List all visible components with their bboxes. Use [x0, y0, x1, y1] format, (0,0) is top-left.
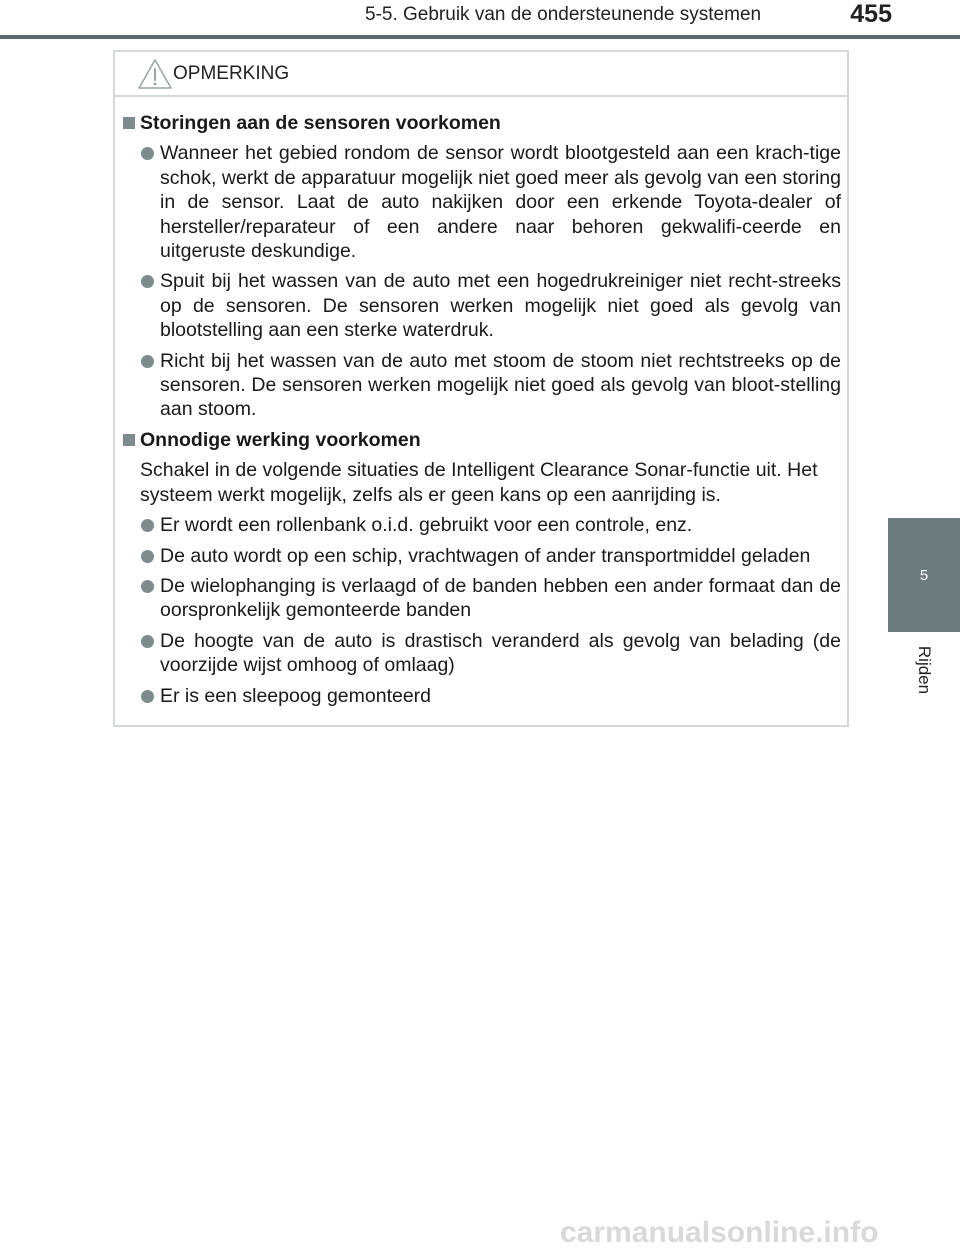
section-heading — [123, 428, 841, 452]
round-bullet-icon — [141, 635, 154, 648]
section-intro: Schakel in de volgende situaties de Intelligent Clearance Sonar-functie uit. Het systeem werkt mogelijk, zelfs als er geen kans op een aanrijding is. — [140, 459, 818, 506]
list-item-text: Richt bij het wassen van de auto met stoom de stoom niet rechtstreeks op de sensoren. De sensoren werken mogelijk niet goed als gevolg van bloot-stelling aan stoom. — [160, 349, 841, 421]
list-item-text: De hoogte van de auto is drastisch veranderd als gevolg van belading (de voorzijde wijst omhoog of omlaag) — [160, 629, 841, 677]
chapter-tab-label-area — [888, 632, 960, 712]
watermark: carmanualsonline.info — [560, 1216, 879, 1249]
round-bullet-icon — [141, 519, 154, 532]
list-item-text: Spuit bij het wassen van de auto met een hogedrukreiniger niet recht-streeks op de sensoren. De sensoren werken mogelijk niet goed als gevolg van blootstelling aan een sterke waterdruk. — [160, 270, 841, 342]
list-item — [123, 513, 841, 537]
round-bullet-icon — [141, 275, 154, 288]
chapter-tab-number: 5 — [919, 566, 929, 584]
page-number: 455 — [850, 0, 892, 28]
round-bullet-icon — [141, 690, 154, 703]
note-box — [113, 50, 849, 727]
chapter-tab[interactable] — [888, 518, 960, 632]
list-item — [123, 629, 841, 678]
note-header — [115, 52, 847, 97]
chapter-tab-label: Rijden — [915, 645, 934, 695]
section-heading — [123, 111, 841, 135]
list-item — [123, 574, 841, 623]
square-bullet-icon — [123, 117, 135, 129]
list-item — [123, 684, 841, 708]
list-item-text: Er is een sleepoog gemonteerd — [160, 684, 432, 707]
list-item — [123, 349, 841, 422]
chapter-title: 5-5. Gebruik van de ondersteunende systemen — [365, 4, 762, 25]
square-bullet-icon — [123, 434, 135, 446]
section-heading-text: Onnodige werking voorkomen — [140, 428, 421, 451]
list-item-text: De auto wordt op een schip, vrachtwagen of ander transportmiddel geladen — [160, 544, 811, 567]
round-bullet-icon — [141, 355, 154, 368]
list-item — [123, 544, 841, 568]
round-bullet-icon — [141, 550, 154, 563]
list-item-text: Er wordt een rollenbank o.i.d. gebruikt voor een controle, enz. — [160, 514, 693, 537]
list-item-text: Wanneer het gebied rondom de sensor wordt blootgesteld aan een krach-tige schok, werkt de apparatuur mogelijk niet goed meer als gevolg van een storing in de sensor. Laat de auto nakijken door een erkende Toyota-dealer of hersteller/reparateur of een andere naar behoren gekwalifi-ceerde en uitgeruste deskundige. — [160, 142, 841, 263]
list-item — [123, 269, 841, 342]
list-item-text: De wielophanging is verlaagd of de banden hebben een ander formaat dan de oorspronkelijk gemonteerde banden — [160, 574, 841, 622]
list-item — [123, 141, 841, 263]
round-bullet-icon — [141, 580, 154, 593]
note-body — [123, 111, 841, 714]
note-label: OPMERKING — [173, 63, 290, 84]
warning-triangle-icon — [137, 58, 173, 90]
round-bullet-icon — [141, 147, 154, 160]
section-heading-text: Storingen aan de sensoren voorkomen — [140, 112, 501, 134]
header-rule — [0, 35, 960, 39]
